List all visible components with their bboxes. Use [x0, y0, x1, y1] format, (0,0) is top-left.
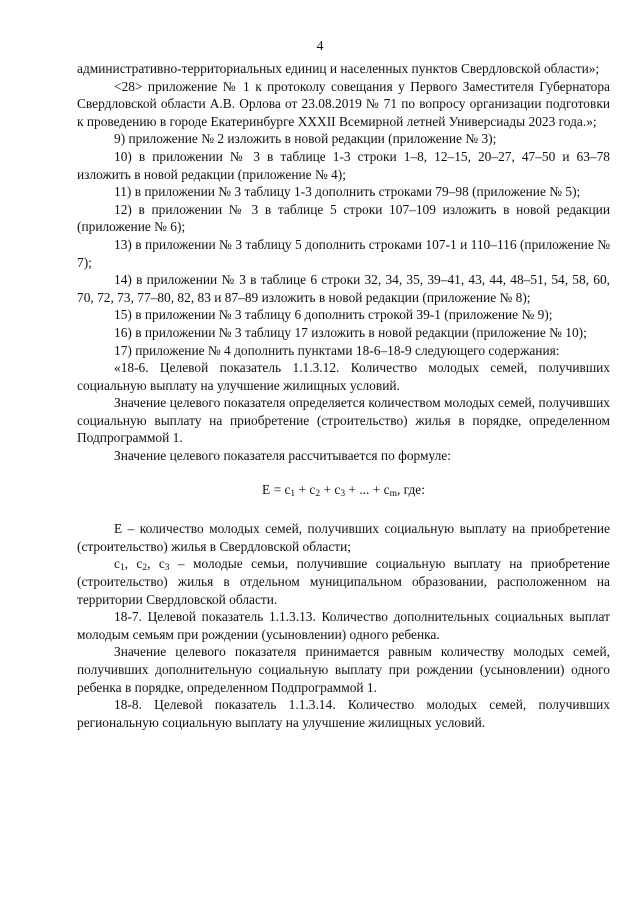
- formula-plus-3: + c: [320, 481, 341, 497]
- formula-plus-2: + c: [295, 481, 316, 497]
- page-number: 4: [316, 39, 324, 54]
- formula-tail: , где:: [396, 481, 425, 497]
- paragraph-continuation: административно-территориальных единиц и населенных пунктов Свердловской области»;: [77, 61, 600, 76]
- var-index-2: 2: [142, 563, 148, 574]
- paragraph-item-15: 15) в приложении № 3 таблицу 6 дополнить строкой 39-1 (приложение № 9);: [114, 307, 553, 323]
- var-index-3: 3: [164, 563, 170, 574]
- paragraph-item-13: 13) в приложении № 3 таблицу 5 дополнить строками 107-1 и 110–116 (приложение № 7);: [77, 236, 610, 270]
- formula-sub-m: m: [389, 488, 397, 499]
- paragraph-18-8: 18-8. Целевой показатель 1.1.3.14. Количество молодых семей, получивших региональную социальную выплату на улучшение жилищных условий.: [77, 697, 610, 730]
- paragraph-item-14: 14) в приложении № 3 в таблице 6 строки 32, 34, 35, 39–41, 43, 44, 48–51, 54, 58, 60, 70, 72, 73, 77–80, 82, 83 и 87–89 изложить в новой редакции (приложение № 8);: [77, 272, 610, 305]
- c-definition-text: – молодые семьи, получившие социальную выплату на приобретение (строительство) жилья в отдельном муниципальном образовании, расположенном на территории Свердловской области.: [77, 556, 610, 607]
- paragraph-footnote-28: <28> приложение № 1 к протоколу совещания у Первого Заместителя Губернатора Свердловской области А.В. Орлова от 23.08.2019 № 71 по вопросу организации подготовки к проведению в городе Екатеринбурге XXXII Всемирной летней Универсиады 2023 года.»;: [77, 78, 610, 129]
- paragraph-item-11: 11) в приложении № 3 таблицу 1-3 дополнить строками 79–98 (приложение № 5);: [114, 184, 581, 200]
- paragraph-item-16: 16) в приложении № 3 таблицу 17 изложить в новой редакции (приложение № 10);: [114, 324, 587, 340]
- formula-lhs: E = c: [262, 481, 291, 497]
- paragraph-18-6: «18-6. Целевой показатель 1.1.3.12. Количество молодых семей, получивших социальную выплату на улучшение жилищных условий.: [77, 360, 610, 393]
- paragraph-item-12: 12) в приложении № 3 в таблице 5 строки 107–109 изложить в новой редакции (приложение № 6);: [77, 201, 610, 235]
- paragraph-18-7-value: Значение целевого показателя принимается равным количеству молодых семей, получивших дополнительную социальную выплату при рождении (усыновлении) одного ребенка в порядке, определенном Подпрограммой 1.: [77, 644, 610, 695]
- var-sep-1: , c: [124, 556, 143, 572]
- paragraph-formula-intro: Значение целевого показателя рассчитывается по формуле:: [114, 448, 451, 464]
- paragraph-e-definition: E – количество молодых семей, получивших социальную выплату на приобретение (строительство) жилья в Свердловской области;: [77, 521, 610, 554]
- var-sep-2: , c: [147, 556, 165, 572]
- formula: [77, 481, 610, 499]
- formula-sub-2: 2: [315, 488, 321, 499]
- paragraph-18-6-value: Значение целевого показателя определяется количеством молодых семей, получивших социальную выплату на приобретение (строительство) жилья в порядке, определенном Подпрограммой 1.: [77, 395, 610, 446]
- paragraph-item-9: 9) приложение № 2 изложить в новой редакции (приложение № 3);: [114, 131, 497, 147]
- paragraph-c-definition: [77, 555, 610, 608]
- document-body: [77, 60, 610, 731]
- var-index-1: 1: [119, 563, 125, 574]
- formula-sub-3: 3: [340, 488, 346, 499]
- paragraph-18-7: 18-7. Целевой показатель 1.1.3.13. Количество дополнительных социальных выплат молодым семьям при рождении (усыновлении) одного ребенка.: [77, 609, 610, 642]
- formula-sub-1: 1: [290, 488, 296, 499]
- formula-dots: + ... + c: [345, 481, 390, 497]
- paragraph-item-17: 17) приложение № 4 дополнить пунктами 18-6–18-9 следующего содержания:: [114, 342, 560, 358]
- paragraph-item-10: 10) в приложении № 3 в таблице 1-3 строки 1–8, 12–15, 20–27, 47–50 и 63–78 изложить в новой редакции (приложение № 4);: [77, 148, 610, 182]
- var-c: c: [114, 556, 120, 572]
